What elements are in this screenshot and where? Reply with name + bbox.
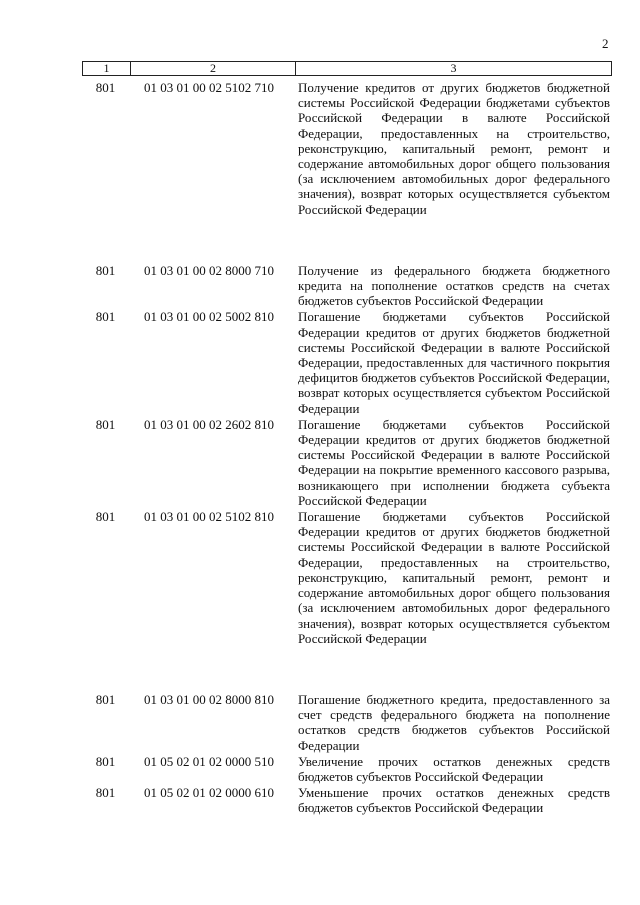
classification-code: 01 05 02 01 02 0000 610 xyxy=(144,785,274,801)
table-row xyxy=(82,309,612,415)
source-name: Уменьшение прочих остатков денежных средств бюджетов субъектов Российской Федерации xyxy=(298,785,610,816)
admin-code: 801 xyxy=(95,262,116,278)
table-row xyxy=(82,785,612,815)
table-header xyxy=(82,61,612,76)
classification-code: 01 05 02 01 02 0000 510 xyxy=(144,753,274,769)
source-name: Получение кредитов от других бюджетов бюджетной системы Российской Федерации бюджетами субъектов Российской Федерации в валюте Российской Федерации, предоставленных на строительство, реконструкцию, капитальный ремонт, ремонт и содержание автомобильных дорог общего пользования (за исключением автомобильных дорог федерального значения), возврат которых осуществляется субъектом Российской Федерации xyxy=(298,80,610,217)
budget-codes-table xyxy=(82,61,612,816)
classification-code: 01 03 01 00 02 2602 810 xyxy=(144,416,274,432)
admin-code: 801 xyxy=(95,80,116,95)
table-body xyxy=(82,80,612,816)
admin-code: 801 xyxy=(95,691,116,707)
classification-code: 01 03 01 00 02 5102 710 xyxy=(144,80,274,95)
table-row xyxy=(82,754,612,784)
table-row xyxy=(82,80,612,217)
header-col-1: 1 xyxy=(83,62,131,75)
source-name: Погашение бюджетами субъектов Российской Федерации кредитов от других бюджетов бюджетной системы Российской Федерации в валюте Российской Федерации, предоставленных на строительство, реконструкцию, капитальный ремонт, ремонт и содержание автомобильных дорог общего пользования (за исключением автомобильных дорог федерального значения), возврат которых осуществляется субъектом Российской Федерации xyxy=(298,509,610,646)
table-row xyxy=(82,509,612,646)
admin-code: 801 xyxy=(95,309,116,325)
source-name: Получение из федерального бюджета бюджетного кредита на пополнение остатков средств на счетах бюджетов субъектов Российской Федерации xyxy=(298,262,610,309)
admin-code: 801 xyxy=(95,785,116,801)
classification-code: 01 03 01 00 02 5102 810 xyxy=(144,509,274,525)
admin-code: 801 xyxy=(95,509,116,525)
source-name: Погашение бюджетного кредита, предоставленного за счет средств федерального бюджета на пополнение остатков средств бюджетов субъектов Российской Федерации xyxy=(298,691,610,753)
table-row xyxy=(82,263,612,309)
admin-code: 801 xyxy=(95,416,116,432)
admin-code: 801 xyxy=(95,753,116,769)
table-row xyxy=(82,417,612,508)
source-name: Погашение бюджетами субъектов Российской Федерации кредитов от других бюджетов бюджетной системы Российской Федерации в валюте Российской Федерации на покрытие временного кассового разрыва, возникающего при исполнении бюджета субъекта Российской Федерации xyxy=(298,416,610,508)
header-col-2: 2 xyxy=(131,62,296,75)
page-number: 2 xyxy=(602,36,609,51)
source-name: Погашение бюджетами субъектов Российской Федерации кредитов от других бюджетов бюджетной системы Российской Федерации в валюте Российской Федерации, предоставленных для частичного покрытия дефицитов бюджетов субъектов Российской Федерации, возврат которых осуществляется субъектом Российской Федерации xyxy=(298,309,610,416)
classification-code: 01 03 01 00 02 5002 810 xyxy=(144,309,274,325)
source-name: Увеличение прочих остатков денежных средств бюджетов субъектов Российской Федерации xyxy=(298,753,610,784)
classification-code: 01 03 01 00 02 8000 710 xyxy=(144,262,274,278)
table-row xyxy=(82,692,612,753)
classification-code: 01 03 01 00 02 8000 810 xyxy=(144,691,274,707)
header-col-3: 3 xyxy=(450,61,457,75)
